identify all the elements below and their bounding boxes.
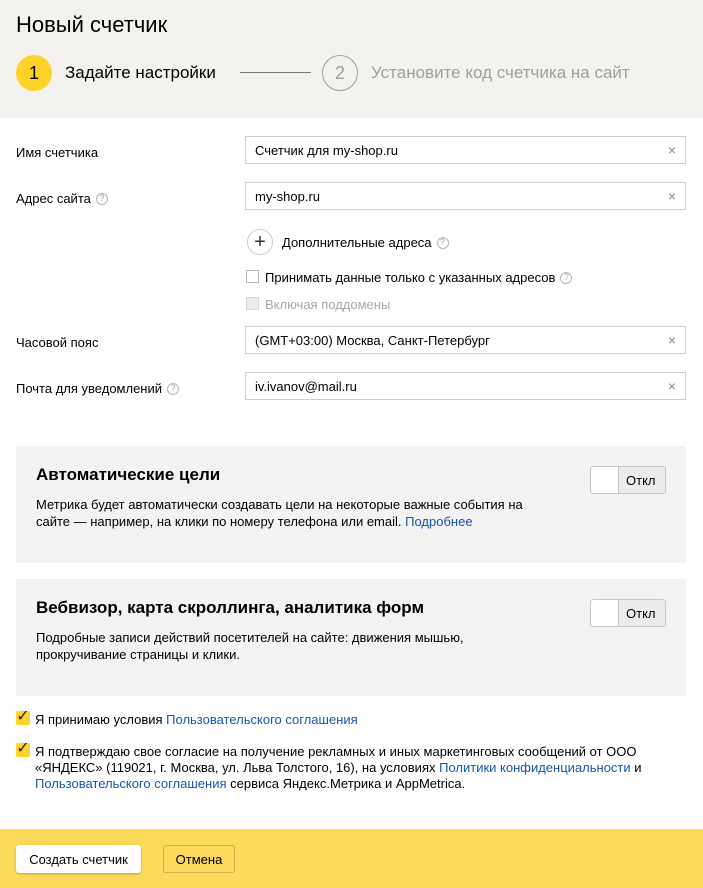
clear-icon[interactable]: × [667, 378, 676, 394]
footer-bar [0, 829, 703, 888]
site-address-value: my-shop.ru [255, 189, 321, 204]
timezone-value: (GMT+03:00) Москва, Санкт-Петербург [255, 333, 490, 348]
check-icon: ✓ [16, 740, 30, 757]
counter-name-value: Счетчик для my-shop.ru [255, 143, 398, 158]
email-value: iv.ivanov@mail.ru [255, 379, 357, 394]
clear-icon[interactable]: × [667, 332, 676, 348]
page-header [0, 0, 703, 118]
auto-goals-panel [16, 446, 686, 563]
create-counter-button[interactable]: Создать счетчик [16, 845, 141, 873]
clear-icon[interactable]: × [667, 142, 676, 158]
auto-goals-toggle[interactable] [590, 466, 666, 494]
counter-name-input[interactable] [245, 136, 686, 164]
toggle-knob [591, 467, 619, 493]
timezone-label: Часовой пояс [16, 335, 99, 350]
terms-checkbox[interactable] [16, 708, 30, 725]
additional-addresses-link[interactable]: Дополнительные адреса ? [282, 235, 449, 250]
clear-icon[interactable]: × [667, 188, 676, 204]
plus-icon[interactable]: + [247, 229, 273, 255]
terms-consent-text: Я принимаю условия Пользовательского соглашения [35, 712, 358, 727]
privacy-policy-link[interactable]: Политики конфиденциальности [439, 760, 631, 775]
auto-goals-title: Автоматические цели [36, 465, 221, 484]
step-2-indicator: 2 [322, 55, 358, 91]
counter-name-label: Имя счетчика [16, 145, 99, 160]
auto-goals-description: Метрика будет автоматически создавать цели на некоторые важные события на сайте — например, на клики по номеру телефона или email. Подробнее [36, 497, 523, 529]
step-2-label: Установите код счетчика на сайт [371, 63, 630, 82]
page-title: Новый счетчик [16, 12, 168, 37]
help-icon[interactable]: ? [96, 193, 108, 205]
help-icon[interactable]: ? [167, 383, 179, 395]
marketing-checkbox[interactable] [16, 740, 30, 757]
webvisor-panel [16, 579, 686, 696]
cancel-button[interactable]: Отмена [163, 845, 235, 873]
help-icon[interactable]: ? [437, 237, 449, 249]
only-listed-label[interactable]: Принимать данные только с указанных адресов ? [265, 270, 572, 285]
email-input[interactable] [245, 372, 686, 400]
only-listed-checkbox[interactable] [246, 270, 259, 283]
step-1-label: Задайте настройки [65, 63, 216, 82]
marketing-consent-text: Я подтверждаю свое согласие на получение рекламных и иных маркетинговых сообщений от ООО «ЯНДЕКС» (119021, г. Москва, ул. Льва Толстого, 16), на условиях Политики конфиденциальности и Пользовательского соглашения сервиса Яндекс.Метрика и AppMetrica. [35, 744, 642, 791]
timezone-input[interactable] [245, 326, 686, 354]
site-address-input[interactable] [245, 182, 686, 210]
user-agreement-link[interactable]: Пользовательского соглашения [35, 776, 227, 791]
check-icon: ✓ [16, 708, 30, 725]
webvisor-description: Подробные записи действий посетителей на сайте: движения мышью, прокручивание страницы и клики. [36, 630, 464, 662]
webvisor-title: Вебвизор, карта скроллинга, аналитика форм [36, 598, 425, 617]
include-subdomains-label: Включая поддомены [265, 297, 391, 312]
toggle-knob [591, 600, 619, 626]
step-1-indicator: 1 [16, 55, 52, 91]
more-link[interactable]: Подробнее [405, 514, 473, 529]
email-label: Почта для уведомлений ? [16, 381, 179, 396]
user-agreement-link[interactable]: Пользовательского соглашения [166, 712, 358, 727]
toggle-state: Откл [626, 473, 656, 488]
webvisor-toggle[interactable] [590, 599, 666, 627]
step-connector [240, 72, 311, 73]
site-address-label: Адрес сайта ? [16, 191, 108, 206]
include-subdomains-checkbox[interactable] [246, 297, 259, 310]
toggle-state: Откл [626, 606, 656, 621]
help-icon[interactable]: ? [560, 272, 572, 284]
